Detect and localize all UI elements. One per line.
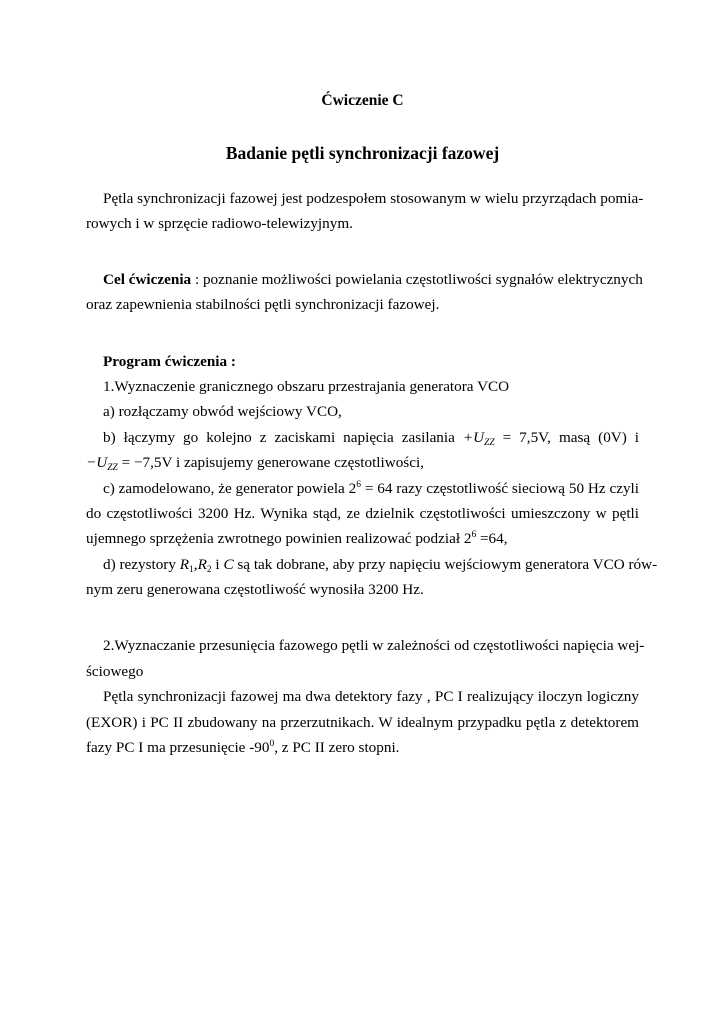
voltage-plus-value: = 7,5V [494, 428, 548, 446]
voltage-minus-value: = −7,5V [117, 454, 173, 472]
power-formula [349, 480, 393, 497]
program-item-a: a) rozłączamy obwód wejściowy VCO, [103, 403, 342, 421]
program-item-b-line-1 [86, 425, 639, 450]
item-c-mid: razy częstotliwość sieciową [396, 479, 566, 497]
goal-line-1 [86, 267, 643, 292]
mains-frequency: 50 Hz [568, 479, 606, 497]
program-heading [86, 349, 639, 374]
document-body [86, 186, 658, 760]
voltage-minus-symbol: −U [86, 454, 108, 472]
program-item-c-line-2: do częstotliwości 3200 Hz. Wynika stąd, ze dzielnik częstotliwości umieszczony w pętli [86, 504, 639, 522]
voltage-minus-subscript: ZZ [107, 463, 118, 474]
voltage-plus-subscript: ZZ [484, 437, 495, 448]
item-b-text: b) łączymy go kolejno z zaciskami napięcia zasilania [103, 428, 455, 446]
intro-line-2: rowych i w sprzęcie radiowo-telewizyjnym. [86, 215, 353, 233]
voltage-plus-formula [463, 429, 547, 446]
item-c-end: czyli [609, 479, 639, 497]
power-base: 2 [348, 479, 357, 497]
phase-shift-degree: 0 [269, 739, 275, 750]
item-d-post: są tak dobrane, aby przy napięciu wejściowym generatora VCO rów- [233, 555, 658, 573]
program-item-d-line-1: d) rezystory $R_1,R_2$ i C są tak dobrane, aby przy napięciu wejściowym generatora VCO rów- [103, 555, 658, 575]
item-c-line-3-exponent: 6 [471, 530, 477, 541]
goal-line-2: oraz zapewnienia stabilności pętli synchronizacji fazowej. [86, 296, 440, 314]
item-c-line-3-pre: ujemnego sprzężenia zwrotnego powinien realizować podział 2 [86, 530, 472, 548]
program-item-c-line-1 [86, 476, 639, 501]
capacitor-symbol: C [223, 555, 234, 573]
exercise-label: Ćwiczenie C [321, 92, 404, 109]
item-b-line-2-rest: i zapisujemy generowane częstotliwości, [172, 454, 424, 472]
phase-shift-pre: fazy PC I ma przesunięcie -90 [86, 739, 270, 757]
power-result: = 64 [360, 479, 393, 497]
program-item-b-line-2 [86, 450, 639, 475]
item-c-pre: c) zamodelowano, że generator powiela [103, 479, 345, 497]
program-heading-text: Program ćwiczenia : [103, 352, 236, 370]
item-d-pre: d) rezystory [103, 555, 180, 573]
resistor-r2-index: 2 [206, 564, 212, 575]
goal-label: Cel ćwiczenia [103, 270, 192, 288]
section-2-line-1: 2.Wyznaczanie przesunięcia fazowego pętli w zależności od częstotliwości napięcia wej- [103, 637, 645, 655]
section-2-line-2: ściowego [86, 662, 144, 680]
resistor-r1-index: 1 [189, 564, 194, 575]
document-title: Badanie pętli synchronizacji fazowej [225, 143, 500, 163]
intro-line-1: Pętla synchronizacji fazowej jest podzespołem stosowanym w wielu przyrządach pomia- [103, 190, 644, 207]
resistor-r2-symbol: R [197, 555, 207, 573]
voltage-plus-symbol: +U [462, 428, 485, 446]
program-item-1: 1.Wyznaczenie granicznego obszaru przestrajania generatora VCO [103, 377, 510, 395]
section-2-paragraph-line-3 [86, 735, 639, 760]
program-item-d-line-2: nym zeru generowana częstotliwość wynosiła 3200 Hz. [86, 581, 424, 599]
goal-text: : poznanie możliwości powielania częstotliwości sygnałów elektrycznych [191, 270, 643, 288]
power-exponent: 6 [356, 479, 361, 490]
program-item-c-line-3 [86, 526, 639, 551]
item-b-rest: , masą (0V) i [547, 428, 640, 446]
voltage-minus-formula [86, 454, 173, 474]
section-2-paragraph-line-1: Pętla synchronizacji fazowej ma dwa detektory fazy , PC I realizujący iloczyn logiczny [103, 688, 639, 706]
phase-shift-post: , z PC II zero stopni. [274, 739, 400, 757]
resistor-r1-symbol: R [179, 555, 190, 573]
item-c-line-3-post: =64, [476, 530, 508, 548]
section-2-paragraph-line-2: (EXOR) i PC II zbudowany na przerzutnikach. W idealnym przypadku pętla z detektorem [86, 713, 639, 731]
